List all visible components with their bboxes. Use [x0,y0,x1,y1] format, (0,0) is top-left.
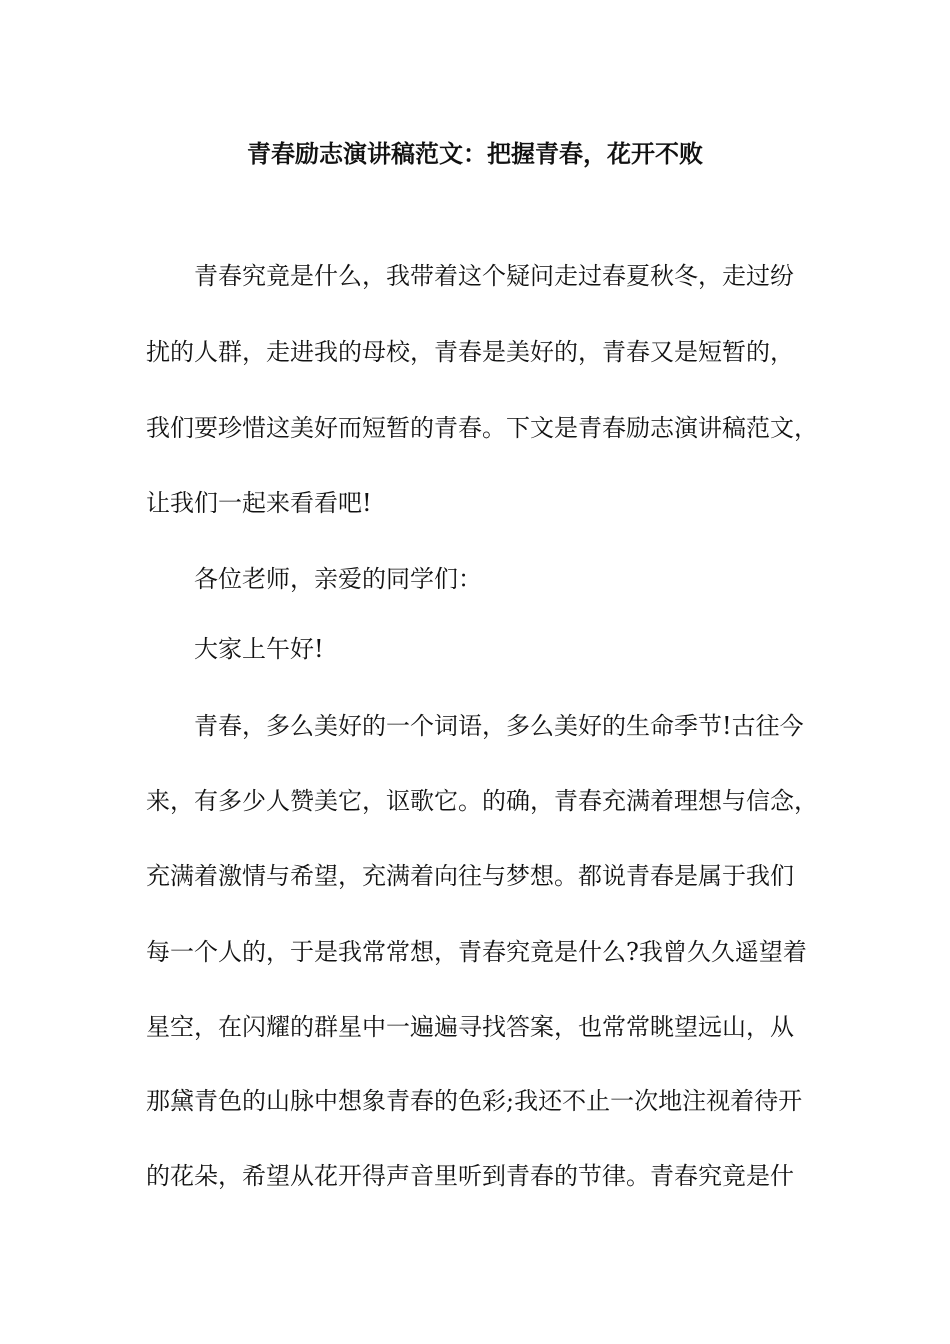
paragraph-line: 来，有多少人赞美它，讴歌它。的确，青春充满着理想与信念， [146,787,818,815]
paragraph-line: 我们要珍惜这美好而短暂的青春。下文是青春励志演讲稿范文， [146,414,818,442]
paragraph-line: 每一个人的，于是我常常想，青春究竟是什么?我曾久久遥望着 [146,938,807,966]
paragraph-line: 青春，多么美好的一个词语，多么美好的生命季节!古往今 [194,712,804,740]
paragraph-line: 星空，在闪耀的群星中一遍遍寻找答案，也常常眺望远山，从 [146,1013,794,1041]
greeting-line: 大家上午好! [194,635,324,663]
document-title: 青春励志演讲稿范文：把握青春，花开不败 [247,139,703,168]
greeting-line: 各位老师，亲爱的同学们： [194,565,482,593]
paragraph-line: 青春究竟是什么，我带着这个疑问走过春夏秋冬，走过纷 [194,262,794,290]
paragraph-line: 的花朵，希望从花开得声音里听到青春的节律。青春究竟是什 [146,1162,794,1190]
paragraph-line: 扰的人群，走进我的母校，青春是美好的，青春又是短暂的， [146,338,794,366]
paragraph-line: 那黛青色的山脉中想象青春的色彩;我还不止一次地注视着待开 [146,1087,803,1115]
paragraph-line: 充满着激情与希望，充满着向往与梦想。都说青春是属于我们 [146,862,794,890]
paragraph-line: 让我们一起来看看吧! [146,489,372,517]
